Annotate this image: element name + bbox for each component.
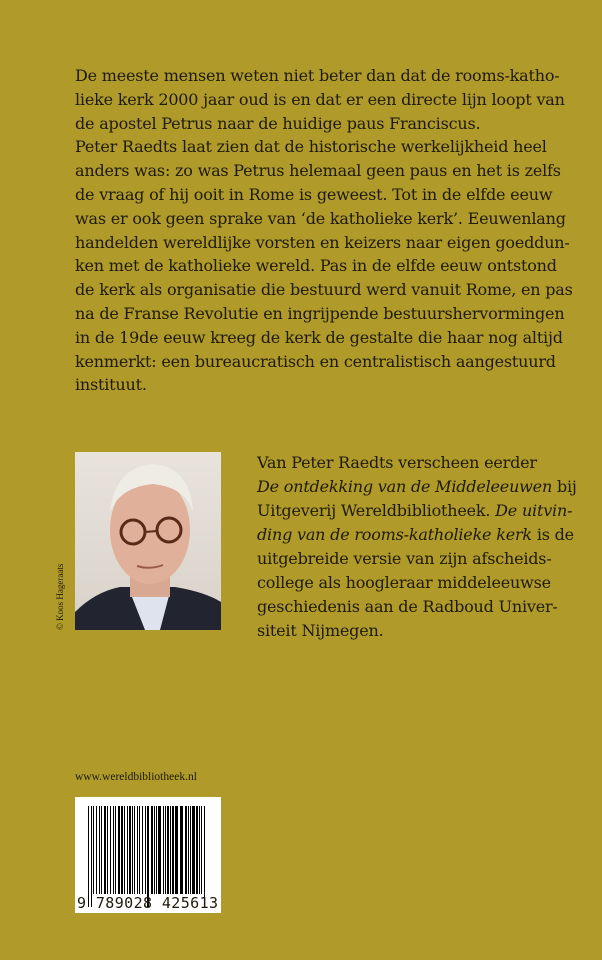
barcode-bar [156, 806, 157, 894]
barcode-bar [199, 806, 200, 894]
barcode-bar [127, 806, 128, 894]
barcode-bar [172, 806, 174, 894]
barcode-bar [201, 806, 202, 894]
barcode-bar [101, 806, 102, 894]
bio-line: siteit Nijmegen. [257, 621, 384, 640]
barcode-bar [167, 806, 169, 894]
barcode-bar [91, 806, 92, 907]
bio-line: geschiedenis aan de Radboud Univer- [257, 597, 558, 616]
bio-line: Van Peter Raedts verscheen eerder [257, 453, 537, 472]
blurb-line: de vraag of hij ooit in Rome is geweest. Tot in de elfde eeuw [75, 184, 553, 204]
blurb-line: kenmerkt: een bureaucratisch en centralistisch aangestuurd [75, 351, 556, 371]
barcode-bar [96, 806, 97, 894]
barcode-bar [163, 806, 164, 894]
bio-line: college als hoogleraar middeleeuwse [257, 573, 551, 592]
barcode-bar [115, 806, 116, 894]
barcode-bar [134, 806, 135, 894]
book-title: De ontdekking van de Middeleeuwen [257, 477, 553, 496]
barcode-bar [188, 806, 189, 894]
bio-line [257, 499, 577, 523]
barcode-bar [142, 806, 143, 894]
bio-text: Uitgeverij Wereldbibliotheek. [257, 501, 496, 520]
blurb-line: de apostel Petrus naar de huidige paus Franciscus. [75, 113, 481, 133]
barcode-bar [190, 806, 191, 894]
barcode-bar [113, 806, 114, 894]
barcode-bar [147, 806, 149, 907]
barcode-bar [151, 806, 153, 894]
barcode-bar [204, 806, 205, 907]
isbn-number: 9 789028 425613 [77, 894, 219, 912]
book-title: ding van de rooms-katholieke kerk [257, 525, 532, 544]
blurb-line: ken met de katholieke wereld. Pas in de elfde eeuw ontstond [75, 256, 557, 276]
barcode-bar [185, 806, 187, 894]
bio-line: uitgebreide versie van zijn afscheids- [257, 549, 552, 568]
photo-credit: © Koos Hageraats [55, 563, 65, 630]
barcode-bar [132, 806, 133, 894]
author-bio [257, 451, 577, 643]
blurb-line: de kerk als organisatie die bestuurd werd vanuit Rome, en pas [75, 280, 573, 300]
barcode-bar [158, 806, 161, 894]
barcode-bar [104, 806, 106, 894]
barcode-bar [170, 806, 171, 894]
barcode-bar [129, 806, 131, 894]
barcode-bar [192, 806, 195, 894]
barcode-bar [145, 806, 146, 894]
blurb-line: anders was: zo was Petrus helemaal geen paus en het is zelfs [75, 161, 561, 181]
barcode-bar [165, 806, 166, 894]
barcode-bar [139, 806, 140, 894]
publisher-url: www.wereldbibliotheek.nl [75, 771, 197, 783]
bio-text: is de [531, 525, 574, 544]
barcode-bar [121, 806, 123, 894]
author-photo [75, 452, 221, 630]
barcode [75, 797, 221, 913]
barcode-bar [175, 806, 178, 894]
blurb-line: instituut. [75, 375, 147, 395]
blurb-line: De meeste mensen weten niet beter dan dat de rooms-katho- [75, 66, 560, 85]
barcode-bar [180, 806, 183, 894]
bio-line [257, 475, 577, 499]
blurb-line: Peter Raedts laat zien dat de historische werkelijkheid heel [75, 137, 547, 157]
blurb-line: handelden wereldlijke vorsten en keizers naar eigen goeddun- [75, 232, 570, 252]
blurb-text [75, 64, 573, 397]
blurb-line: lieke kerk 2000 jaar oud is en dat er een directe lijn loopt van [75, 89, 565, 109]
barcode-bar [118, 806, 120, 894]
barcode-bar [124, 806, 125, 894]
bio-line [257, 523, 577, 547]
barcode-bar [196, 806, 198, 894]
bio-text: bij [552, 477, 577, 496]
book-title: De uitvin- [495, 501, 573, 520]
barcode-bar [110, 806, 111, 894]
blurb-line: was er ook geen sprake van ‘de katholieke kerk’. Eeuwenlang [75, 208, 566, 228]
barcode-bar [99, 806, 100, 894]
barcode-bar [88, 806, 89, 907]
barcode-bar [154, 806, 155, 894]
blurb-line: in de 19de eeuw kreeg de kerk de gestalte die haar nog altijd [75, 327, 563, 347]
barcode-bar [107, 806, 108, 894]
blurb-line: na de Franse Revolutie en ingrijpende bestuurshervormingen [75, 303, 565, 323]
barcode-bar [93, 806, 94, 894]
barcode-bar [137, 806, 138, 894]
